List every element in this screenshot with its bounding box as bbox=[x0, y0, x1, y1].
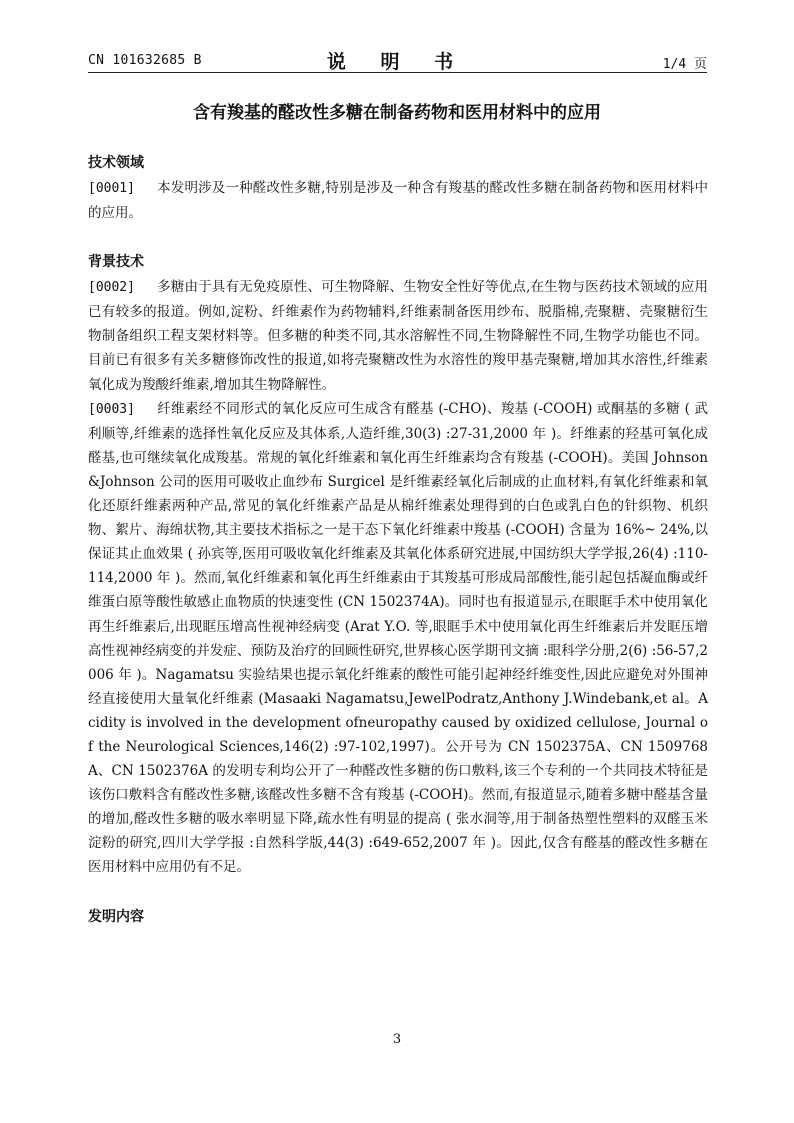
header-rule bbox=[88, 72, 707, 73]
paragraph-text: 多糖由于具有无免疫原性、可生物降解、生物安全性好等优点,在生物与医药技术领域的应用已有较多的报道。例如,淀粉、纤维素作为药物辅料,纤维素制备医用纱布、脱脂棉,壳聚糖、壳聚糖衍生物制备组织工程支架材料等。但多糖的种类不同,其水溶解性不同,生物降解性不同,生物学功能也不同。目前已有很多有关多糖修饰改性的报道,如将壳聚糖改性为水溶性的羧甲基壳聚糖,增加其水溶性,纤维素氧化成为羧酸纤维素,增加其生物降解性。 bbox=[88, 279, 708, 393]
paragraph-number: [0001] bbox=[88, 181, 135, 196]
page-indicator: 1/4 页 bbox=[662, 57, 707, 72]
paragraph-number: [0002] bbox=[88, 280, 135, 296]
document-type-label: 说 明 书 bbox=[326, 51, 468, 73]
paragraph-text: 本发明涉及一种醛改性多糖,特别是涉及一种含有羧基的醛改性多糖在制备药物和医用材料中的应用。 bbox=[88, 180, 708, 222]
page-number: 3 bbox=[392, 1032, 402, 1047]
paragraph-number: [0003] bbox=[88, 401, 135, 417]
section-heading-technical-field: 技术领域 bbox=[88, 155, 144, 171]
document-body bbox=[88, 150, 708, 930]
paragraph-0003 bbox=[88, 397, 708, 880]
paragraph-text: 纤维素经不同形式的氧化反应可生成含有醛基 (-CHO)、羧基 (-COOH) 或酮基的多糖 ( 武利顺等,纤维素的选择性氧化反应及其体系,人造纤维,30(3) :27-31,2000 年 )。纤维素的羟基可氧化成醛基,也可继续氧化成羧基。常规的氧化纤维素和氧化再生纤维素均含有羧基 (-COOH)。美国 Johnson&Johnson 公司的医用可吸收止血纱布 Surgicel 是纤维素经氧化后制成的止血材料,有氧化纤维素和氧化还原纤维素两种产品,常见的氧化纤维素产品是从棉纤维素处理得到的白色或乳白色的针织物、机织物、絮片、海绵状物,其主要技术指标之一是干态下氧化纤维素中羧基 (-COOH) 含量为 16%~ 24%,以保证其止血效果 ( 孙宾等,医用可吸收氧化纤维素及其氧化体系研究进展,中国纺织大学学报,26(4) :110-114,2000 年 )。然而,氧化纤维素和氧化再生纤维素由于其羧基可形成局部酸性,能引起包括凝血酶或纤维蛋白原等酸性敏感止血物质的快速变性 (CN 1502374A)。同时也有报道显示,在眼眶手术中使用氧化再生纤维素后,出现眶压增高性视神经病变 (Arat Y.O. 等,眼眶手术中使用氧化再生纤维素后并发眶压增高性视神经病变的并发症、预防及治疗的回顾性研究,世界核心医学期刊文摘 :眼科学分册,2(6) :56-57,2006 年 )。Nagamatsu 实验结果也提示氧化纤维素的酸性可能引起神经纤维变性,因此应避免对外围神经直接使用大量氧化纤维素 (Masaaki Nagamatsu,JewelPodratz,Anthony J.Windebank,et al。Acidity is involved in the development ofneuropathy caused by oxidized cellulose, Journal of the Neurological Sciences,146(2) :97-102,1997)。公开号为 CN 1502375A、CN 1509768A、CN 1502376A 的发明专利均公开了一种醛改性多糖的伤口敷料,该三个专利的一个共同技术特征是该伤口敷料含有醛改性多糖,该醛改性多糖不含有羧基 (-COOH)。然而,有报道显示,随着多糖中醛基含量的增加,醛改性多糖的吸水率明显下降,疏水性有明显的提高 ( 张水洞等,用于制备热塑性塑料的双醛玉米淀粉的研究,四川大学学报 :自然科学版,44(3) :649-652,2007 年 )。因此,仅含有醛基的醛改性多糖在医用材料中应用仍有不足。 bbox=[88, 400, 708, 876]
paragraph-0001 bbox=[88, 176, 708, 225]
section-heading-background: 背景技术 bbox=[88, 254, 144, 271]
patent-number: CN 101632685 B bbox=[88, 53, 202, 68]
document-title: 含有羧基的醛改性多糖在制备药物和医用材料中的应用 bbox=[193, 103, 601, 123]
section-heading-summary: 发明内容 bbox=[88, 908, 144, 925]
paragraph-0002 bbox=[88, 275, 708, 396]
